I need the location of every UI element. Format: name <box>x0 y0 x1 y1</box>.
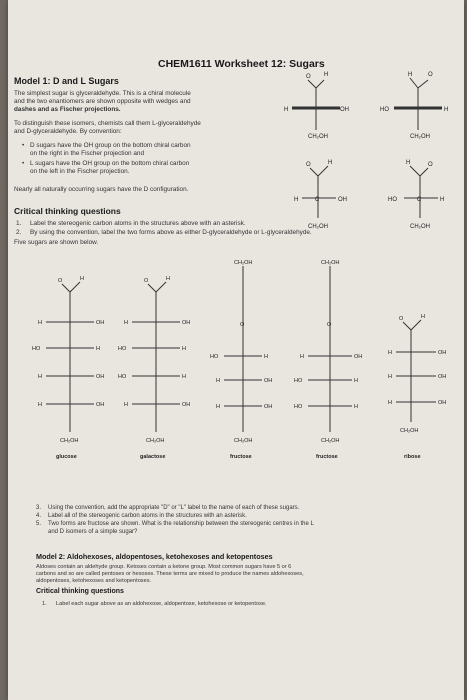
glyceraldehyde-structures <box>278 58 464 240</box>
atom-h: H <box>264 354 268 360</box>
sugar-name-fructose-2: fructose <box>316 454 338 460</box>
atom-oh: OH <box>438 400 447 406</box>
atom-oh: OH <box>338 197 347 203</box>
bullet-d-line2: on the right in the Fischer projection and <box>30 150 145 157</box>
atom-h: H <box>324 72 329 78</box>
atom-h: H <box>300 354 304 360</box>
bond <box>403 322 411 330</box>
bond <box>310 168 318 176</box>
bullet-l-line1: L sugars have the OH group on the bottom chiral carbon <box>30 160 190 167</box>
model1-intro-line2: and the two enantiomers are shown opposite with wedges and <box>14 98 191 105</box>
question-5b: and D isomers of a simple sugar? <box>48 529 138 535</box>
model2-question-1: Label each sugar above as an aldohexose, aldopentose, ketohexose or ketopentose. <box>56 601 267 607</box>
atom-o: O <box>399 316 404 322</box>
model1-intro-line3: dashes and as Fischer projections. <box>14 106 121 113</box>
atom-h: H <box>388 350 392 356</box>
bond <box>316 80 324 88</box>
model2-text-line2: carbons and so are called pentoses or hexoses. These terms are mixed to produce the names aldohexoses, <box>36 571 304 577</box>
q-number: 1. <box>16 220 22 227</box>
bond <box>156 282 166 292</box>
question-2: By using the convention, label the two forms above as either D-glyceraldehyde or L-glyceraldehyde. <box>30 229 312 236</box>
atom-h: H <box>388 374 392 380</box>
atom-ho: HO <box>388 197 397 203</box>
five-sugars-text: Five sugars are shown below. <box>14 239 99 246</box>
atom-oh: OH <box>340 107 349 113</box>
atom-ch2oh: CH₂OH <box>410 134 430 140</box>
page-title: CHEM1611 Worksheet 12: Sugars <box>158 58 325 70</box>
atom-ho: HO <box>32 346 41 352</box>
model1-intro-line1: The simplest sugar is glyceraldehyde. This is a chiral molecule <box>14 90 191 97</box>
atom-oh: OH <box>182 402 191 408</box>
atom-ho: HO <box>294 404 303 410</box>
bullet-dot: • <box>22 160 25 167</box>
atom-oh: OH <box>96 402 105 408</box>
atom-oh: OH <box>96 320 105 326</box>
atom-oh: OH <box>264 404 273 410</box>
bond <box>420 168 428 176</box>
atom-h: H <box>354 404 358 410</box>
atom-c: C <box>417 197 422 203</box>
atom-h: H <box>38 402 42 408</box>
atom-ho: HO <box>210 354 219 360</box>
atom-oh: OH <box>264 378 273 384</box>
atom-ch2oh: CH₂OH <box>308 224 328 230</box>
question-1: Label the stereogenic carbon atoms in the structures above with an asterisk. <box>30 220 246 227</box>
atom-h: H <box>284 107 289 113</box>
atom-ch2oh: CH₂OH <box>321 260 340 266</box>
atom-h: H <box>440 197 445 203</box>
atom-ch2oh: CH₂OH <box>400 428 419 434</box>
bond <box>70 282 80 292</box>
model2-text-line1: Aldoses contain an aldehyde group. Ketoses contain a ketone group. Most common sugars have 5 or 6 <box>36 564 292 570</box>
q-number: 1. <box>42 601 47 607</box>
atom-o: O <box>428 72 433 78</box>
bullet-l-line2: on the left in the Fischer projection. <box>30 168 130 175</box>
bond <box>410 78 418 88</box>
atom-h: H <box>354 378 358 384</box>
sugar-name-fructose-1: fructose <box>230 454 252 460</box>
atom-h: H <box>421 314 425 320</box>
model2-heading: Model 2: Aldohexoses, aldopentoses, ketohexoses and ketopentoses <box>36 552 273 561</box>
atom-h: H <box>38 320 42 326</box>
critical-thinking-heading: Critical thinking questions <box>14 206 121 216</box>
atom-h: H <box>80 276 84 282</box>
atom-ch2oh: CH₂OH <box>321 438 340 444</box>
atom-oh: OH <box>354 354 363 360</box>
atom-ch2oh: CH₂OH <box>146 438 165 444</box>
q-number: 4. <box>36 513 42 519</box>
atom-o: O <box>240 322 245 328</box>
bond <box>308 80 316 88</box>
bond <box>318 166 328 176</box>
question-4: Label all of the stereogenic carbon atoms in the structures with an asterisk. <box>48 513 247 519</box>
sugar-name-galactose: galactose <box>140 454 166 460</box>
atom-oh: OH <box>438 350 447 356</box>
atom-h: H <box>328 160 333 166</box>
sugar-name-glucose: glucose <box>56 454 77 460</box>
atom-h: H <box>38 374 42 380</box>
q-number: 3. <box>36 505 42 511</box>
bullet-d-line1: D sugars have the OH group on the bottom chiral carbon <box>30 142 191 149</box>
q-number: 2. <box>16 229 22 236</box>
atom-h: H <box>166 276 170 282</box>
atom-ch2oh: CH₂OH <box>308 134 328 140</box>
question-5a: Two forms are fructose are shown. What is the relationship between the stereogenic centres in the L <box>48 521 314 527</box>
atom-h: H <box>124 320 128 326</box>
atom-o: O <box>58 278 63 284</box>
atom-h: H <box>294 197 299 203</box>
bond <box>410 166 420 176</box>
atom-h: H <box>124 402 128 408</box>
atom-h: H <box>444 107 449 113</box>
atom-ho: HO <box>118 346 127 352</box>
atom-oh: OH <box>182 320 191 326</box>
atom-h: H <box>182 346 186 352</box>
atom-ho: HO <box>380 107 389 113</box>
bond <box>62 284 70 292</box>
atom-oh: OH <box>96 374 105 380</box>
atom-o: O <box>306 74 311 80</box>
model1-distinguish-line1: To distinguish these isomers, chemists call them L-glyceraldehyde <box>14 120 201 127</box>
atom-h: H <box>182 374 186 380</box>
atom-ch2oh: CH₂OH <box>410 224 430 230</box>
atom-h: H <box>96 346 100 352</box>
question-3: Using the convention, add the appropriate "D" or "L" label to the name of each of these sugars. <box>48 505 300 511</box>
atom-h: H <box>388 400 392 406</box>
model2-text-line3: aldopentoses, ketohexoses and ketopentoses. <box>36 578 152 584</box>
five-sugars-structures <box>18 252 458 467</box>
model1-heading: Model 1: D and L Sugars <box>14 76 119 86</box>
atom-c: C <box>315 197 320 203</box>
atom-o: O <box>327 322 332 328</box>
atom-h: H <box>406 160 411 166</box>
bullet-dot: • <box>22 142 25 149</box>
atom-o: O <box>428 162 433 168</box>
atom-ho: HO <box>294 378 303 384</box>
model1-distinguish-line2: and D-glyceraldehyde. By convention: <box>14 128 122 135</box>
atom-oh: OH <box>438 374 447 380</box>
sugar-name-ribose: ribose <box>404 454 421 460</box>
worksheet-page <box>8 0 464 700</box>
nearly-all-text: Nearly all naturally occurring sugars have the D configuration. <box>14 186 189 193</box>
atom-ch2oh: CH₂OH <box>234 260 253 266</box>
atom-h: H <box>216 404 220 410</box>
q-number: 5. <box>36 521 42 527</box>
atom-o: O <box>144 278 149 284</box>
atom-ho: HO <box>118 374 127 380</box>
bond <box>411 320 421 330</box>
atom-h: H <box>408 72 413 78</box>
bond <box>148 284 156 292</box>
bond <box>418 80 428 88</box>
atom-h: H <box>216 378 220 384</box>
atom-ch2oh: CH₂OH <box>60 438 79 444</box>
atom-o: O <box>306 162 311 168</box>
model2-critical-heading: Critical thinking questions <box>36 588 124 595</box>
atom-ch2oh: CH₂OH <box>234 438 253 444</box>
